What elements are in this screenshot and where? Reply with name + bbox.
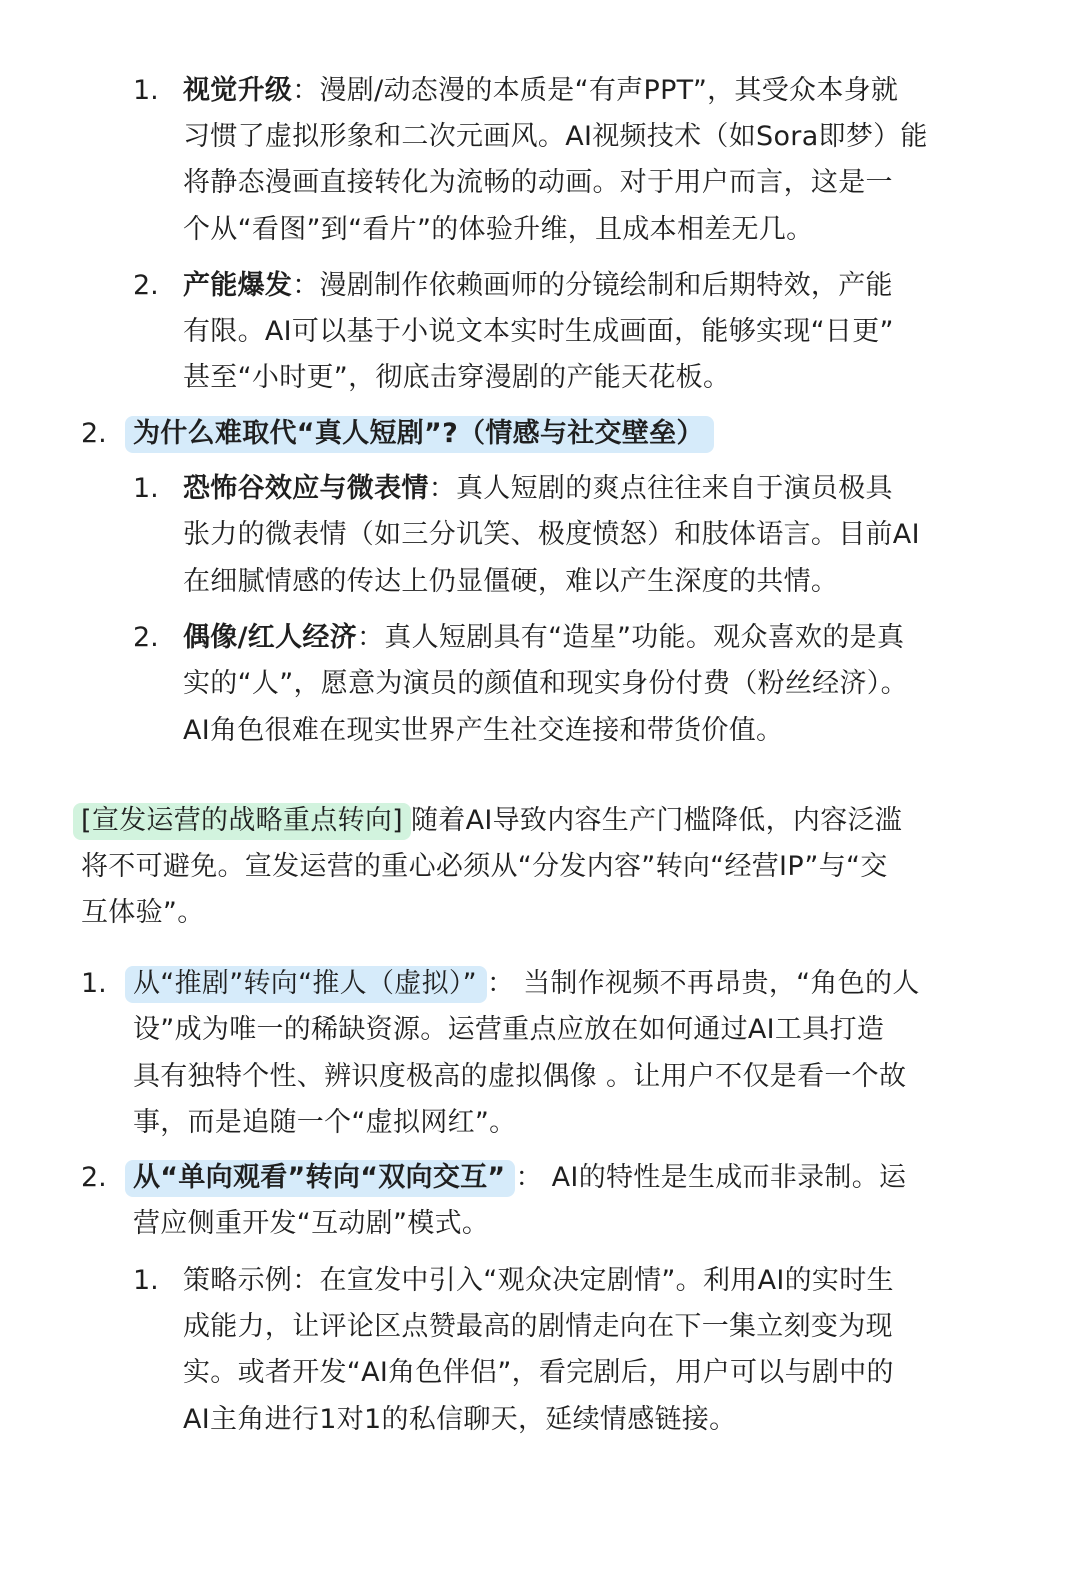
list-item-line: AI主角进行1对1的私信聊天，延续情感链接。 [183, 1404, 737, 1435]
list-number: 1. [81, 968, 107, 999]
item-title: 产能爆发 [183, 270, 293, 301]
paragraph-text: 随着AI导致内容生产门槛降低，内容泛滥 [410, 805, 903, 836]
list-item-line [133, 1161, 906, 1195]
list-item-line: 策略示例：在宣发中引入“观众决定剧情”。利用AI的实时生 [183, 1265, 894, 1296]
list-item-line: 成能力，让评论区点赞最高的剧情走向在下一集立刻变为现 [183, 1311, 893, 1342]
list-item-line: AI角色很难在现实世界产生社交连接和带货价值。 [183, 715, 784, 746]
item-text: ： AI的特性是生成而非录制。运 [515, 1162, 907, 1193]
item-text: ：真人短剧具有“造星”功能。观众喜欢的是真 [356, 622, 905, 653]
list-number: 1. [133, 75, 159, 106]
highlighted-title: 从“单向观看”转向“双向交互” [125, 1160, 515, 1197]
list-item-line: 营应侧重开发“互动剧”模式。 [133, 1208, 490, 1239]
list-item-line: 具有独特个性、辨识度极高的虚拟偶像 。让用户不仅是看一个故 [133, 1061, 907, 1092]
list-item-line [183, 269, 893, 303]
list-item-line [183, 74, 898, 108]
item-text: ： 当制作视频不再昂贵，“角色的人 [486, 968, 920, 999]
list-number: 2. [133, 622, 159, 653]
list-item-line: 实的“人”，愿意为演员的颜值和现实身份付费（粉丝经济）。 [183, 668, 908, 699]
list-number: 1. [133, 1265, 159, 1296]
list-item-line: 事，而是追随一个“虚拟网红”。 [133, 1107, 517, 1138]
item-title: 视觉升级 [183, 75, 293, 106]
item-title: 恐怖谷效应与微表情 [183, 473, 429, 504]
list-number: 2. [81, 418, 107, 449]
list-item-line: 将静态漫画直接转化为流畅的动画。对于用户而言，这是一 [183, 167, 893, 198]
list-number: 1. [133, 473, 159, 504]
item-title: 偶像/红人经济 [183, 622, 357, 653]
list-item-line: 实。或者开发“AI角色伴侣”，看完剧后，用户可以与剧中的 [183, 1357, 894, 1388]
highlighted-heading: 为什么难取代“真人短剧”?（情感与社交壁垒） [125, 416, 714, 453]
list-item-line: 张力的微表情（如三分讥笑、极度愤怒）和肢体语言。目前AI [183, 519, 920, 550]
highlighted-tag: [宣发运营的战略重点转向] [73, 803, 411, 840]
item-text: ：漫剧/动态漫的本质是“有声PPT”，其受众本身就 [292, 75, 899, 106]
list-item-line: 习惯了虚拟形象和二次元画风。AI视频技术（如Sora即梦）能 [183, 121, 928, 152]
item-text: ：漫剧制作依赖画师的分镜绘制和后期特效，产能 [292, 270, 893, 301]
list-item-line: 设”成为唯一的稀缺资源。运营重点应放在如何通过AI工具打造 [133, 1014, 885, 1045]
item-text: ：真人短剧的爽点往往来自于演员极具 [428, 473, 893, 504]
list-item-line: 在细腻情感的传达上仍显僵硬，难以产生深度的共情。 [183, 566, 839, 597]
list-item-line: 有限。AI可以基于小说文本实时生成画面，能够实现“日更” [183, 316, 894, 347]
paragraph-line: 互体验”。 [81, 897, 205, 928]
list-item-line [133, 967, 920, 1001]
paragraph-line: 将不可避免。宣发运营的重心必须从“分发内容”转向“经营IP”与“交 [81, 851, 888, 882]
paragraph-line [81, 804, 902, 838]
list-item-line: 甚至“小时更”，彻底击穿漫剧的产能天花板。 [183, 362, 731, 393]
list-number: 2. [81, 1162, 107, 1193]
highlighted-title: 从“推剧”转向“推人（虚拟）” [125, 966, 487, 1003]
section-heading [133, 417, 714, 451]
list-item-line: 个从“看图”到“看片”的体验升维，且成本相差无几。 [183, 214, 814, 245]
list-number: 2. [133, 270, 159, 301]
list-item-line [183, 621, 904, 655]
list-item-line [183, 472, 893, 506]
